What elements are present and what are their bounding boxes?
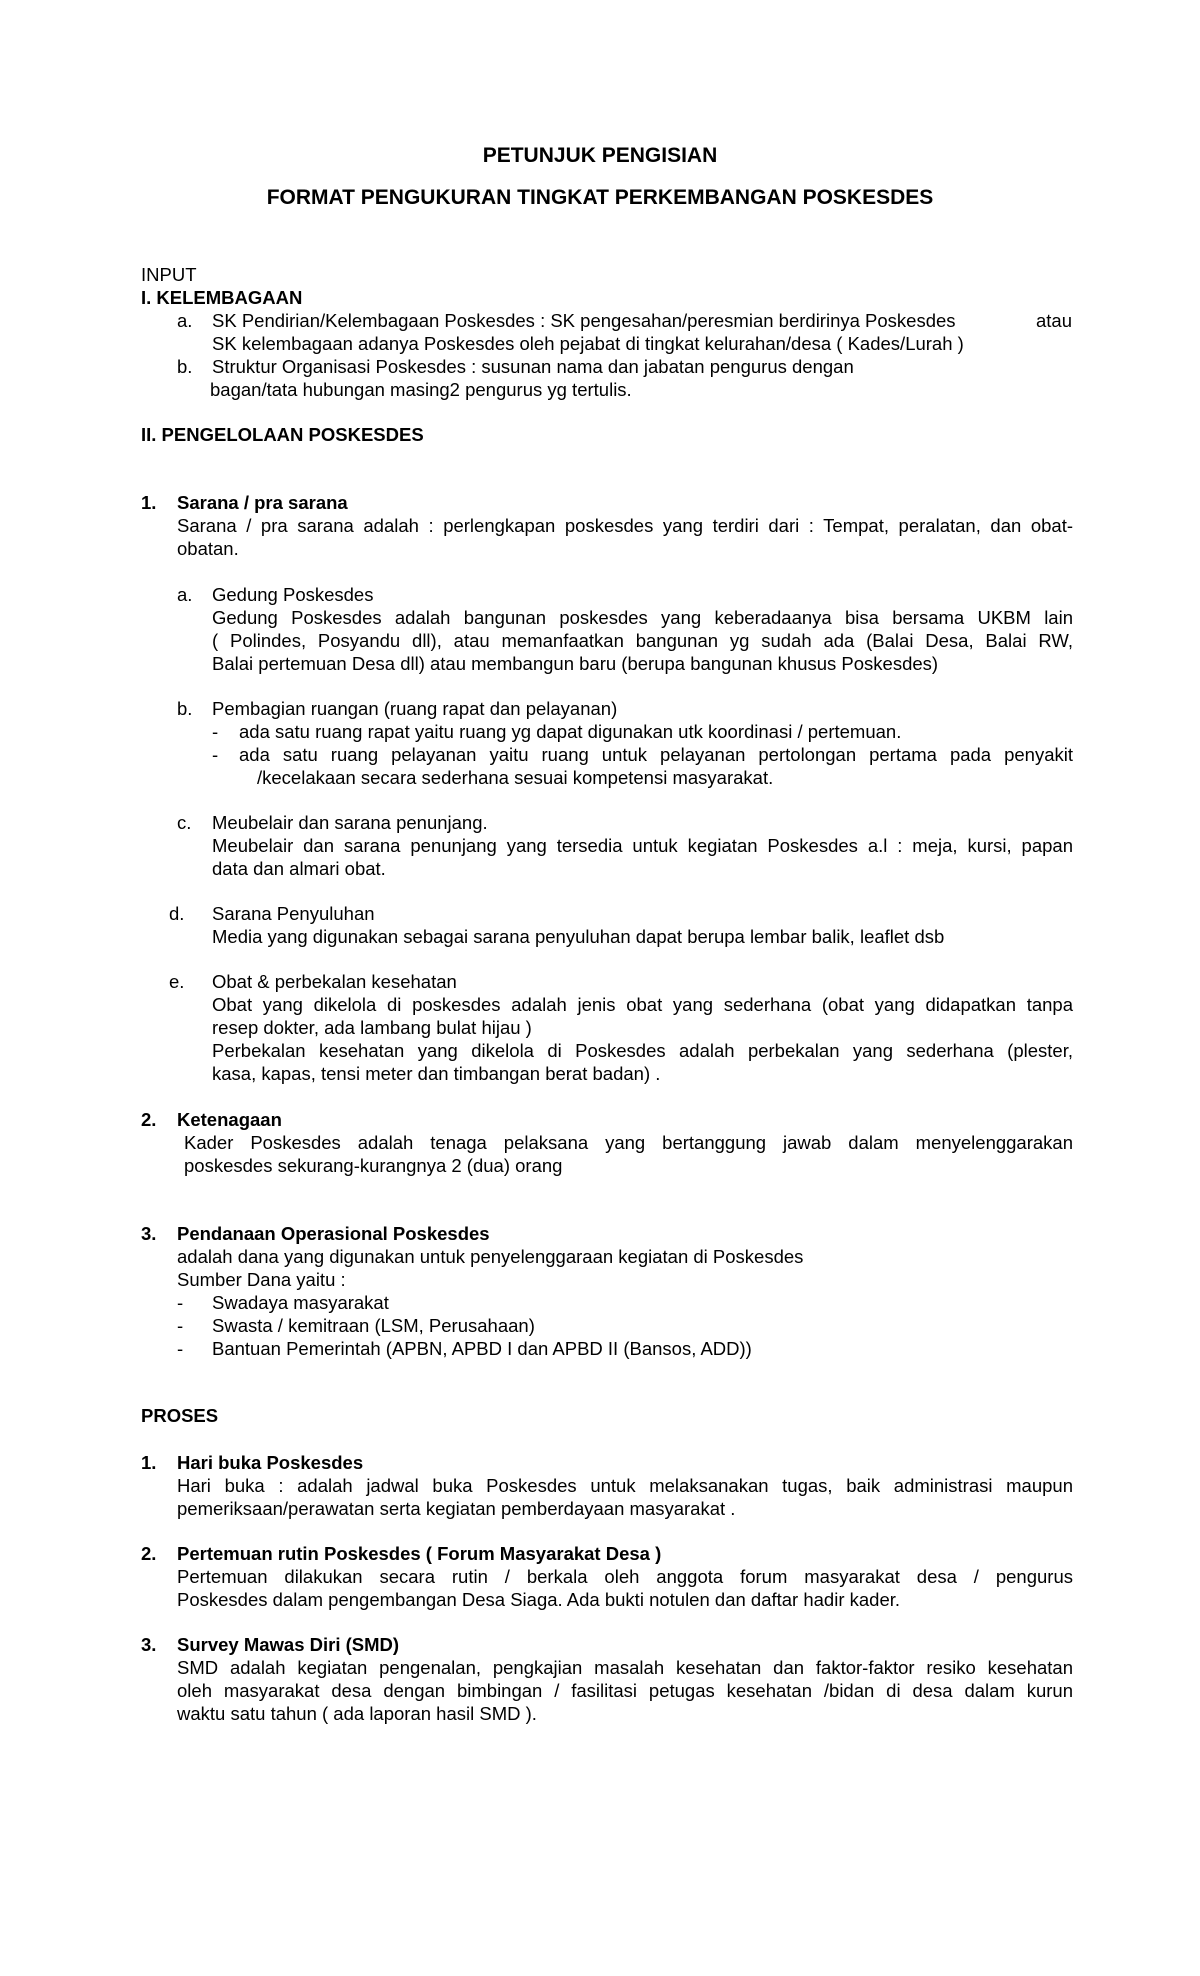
section-1-number: 1.	[141, 492, 157, 513]
funding-dash-1: -	[177, 1292, 184, 1313]
section-2-number: 2.	[141, 1109, 157, 1130]
item-a-line1: Gedung Poskesdes adalah bangunan poskesdes yang keberadaanya bisa bersama UKBM lain	[212, 607, 1073, 628]
item-e-line4: kasa, kapas, tensi meter dan timbangan berat badan) .	[212, 1063, 661, 1084]
section-3-title: Pendanaan Operasional Poskesdes	[177, 1223, 490, 1244]
kelembagaan-heading: I. KELEMBAGAAN	[141, 287, 303, 308]
proses-1-title: Hari buka Poskesdes	[177, 1452, 364, 1473]
section-1-title: Sarana / pra sarana	[177, 492, 348, 513]
item-e-line1: Obat yang dikelola di poskesdes adalah jenis obat yang sederhana (obat yang didapatkan tanpa	[212, 994, 1073, 1015]
item-b-dash-2: -	[212, 744, 219, 765]
item-a-line3: Balai pertemuan Desa dll) atau membangun baru (berupa bangunan khusus Poskesdes)	[212, 653, 939, 674]
funding-dash-2: -	[177, 1315, 184, 1336]
item-c-label: c.	[177, 812, 192, 833]
proses-1-line2: pemeriksaan/perawatan serta kegiatan pemberdayaan masyarakat .	[177, 1498, 736, 1519]
input-heading: INPUT	[141, 264, 197, 285]
proses-2-title: Pertemuan rutin Poskesdes ( Forum Masyarakat Desa )	[177, 1543, 662, 1564]
kelembagaan-b-line1: Struktur Organisasi Poskesdes : susunan nama dan jabatan pengurus dengan	[212, 356, 854, 377]
section-2-line2: poskesdes sekurang-kurangnya 2 (dua) orang	[184, 1155, 563, 1176]
item-d-line1: Media yang digunakan sebagai sarana penyuluhan dapat berupa lembar balik, leaflet dsb	[212, 926, 945, 947]
proses-2-line1: Pertemuan dilakukan secara rutin / berkala oleh anggota forum masyarakat desa / pengurus	[177, 1566, 1073, 1587]
kelembagaan-b-line2: bagan/tata hubungan masing2 pengurus yg tertulis.	[210, 379, 632, 400]
item-d-title: Sarana Penyuluhan	[212, 903, 375, 924]
item-e-line2: resep dokter, ada lambang bulat hijau )	[212, 1017, 532, 1038]
section-2-title: Ketenagaan	[177, 1109, 282, 1130]
proses-3-line1: SMD adalah kegiatan pengenalan, pengkajian masalah kesehatan dan faktor-faktor resiko kesehatan	[177, 1657, 1073, 1678]
pengelolaan-heading: II. PENGELOLAAN POSKESDES	[141, 424, 424, 445]
funding-item-2: Swasta / kemitraan (LSM, Perusahaan)	[212, 1315, 535, 1336]
item-e-label: e.	[169, 971, 185, 992]
section-2-line1: Kader Poskesdes adalah tenaga pelaksana yang bertanggung jawab dalam menyelenggarakan	[184, 1132, 1073, 1153]
proses-3-line2: oleh masyarakat desa dengan bimbingan / fasilitasi petugas kesehatan /bidan di desa dalam kurun	[177, 1680, 1073, 1701]
item-b-title: Pembagian ruangan (ruang rapat dan pelayanan)	[212, 698, 618, 719]
item-c-line2: data dan almari obat.	[212, 858, 386, 879]
proses-3-line3: waktu satu tahun ( ada laporan hasil SMD ).	[177, 1703, 537, 1724]
kelembagaan-b-label: b.	[177, 356, 193, 377]
proses-3-title: Survey Mawas Diri (SMD)	[177, 1634, 400, 1655]
proses-1-number: 1.	[141, 1452, 157, 1473]
item-d-label: d.	[169, 903, 185, 924]
funding-dash-3: -	[177, 1338, 184, 1359]
proses-3-number: 3.	[141, 1634, 157, 1655]
proses-2-number: 2.	[141, 1543, 157, 1564]
item-e-title: Obat & perbekalan kesehatan	[212, 971, 457, 992]
item-b-label: b.	[177, 698, 193, 719]
kelembagaan-a-line2: SK kelembagaan adanya Poskesdes oleh pejabat di tingkat kelurahan/desa ( Kades/Lurah )	[212, 333, 964, 354]
kelembagaan-a-line1: SK Pendirian/Kelembagaan Poskesdes : SK pengesahan/peresmian berdirinya Poskesdes	[212, 310, 956, 331]
funding-item-1: Swadaya masyarakat	[212, 1292, 389, 1313]
section-3-line2: Sumber Dana yaitu :	[177, 1269, 346, 1290]
section-3-number: 3.	[141, 1223, 157, 1244]
item-a-label: a.	[177, 584, 193, 605]
proses-1-line1: Hari buka : adalah jadwal buka Poskesdes untuk melaksanakan tugas, baik administrasi maupun	[177, 1475, 1073, 1496]
proses-2-line2: Poskesdes dalam pengembangan Desa Siaga. Ada bukti notulen dan daftar hadir kader.	[177, 1589, 901, 1610]
item-a-line2: ( Polindes, Posyandu dll), atau memanfaatkan bangunan yg sudah ada (Balai Desa, Balai RW,	[212, 630, 1073, 651]
section-1-line1: Sarana / pra sarana adalah : perlengkapan poskesdes yang terdiri dari : Tempat, peralatan, dan obat-	[177, 515, 1073, 536]
item-b-bullet-2-line2: /kecelakaan secara sederhana sesuai kompetensi masyarakat.	[257, 767, 774, 788]
proses-heading: PROSES	[141, 1405, 219, 1426]
document-subtitle: FORMAT PENGUKURAN TINGKAT PERKEMBANGAN POSKESDES	[266, 186, 934, 209]
item-a-title: Gedung Poskesdes	[212, 584, 374, 605]
item-b-bullet-2-line1: ada satu ruang pelayanan yaitu ruang untuk pelayanan pertolongan pertama pada penyakit	[239, 744, 1073, 765]
document-title: PETUNJUK PENGISIAN	[482, 144, 718, 167]
kelembagaan-a-label: a.	[177, 310, 193, 331]
item-b-dash-1: -	[212, 721, 219, 742]
item-c-title: Meubelair dan sarana penunjang.	[212, 812, 488, 833]
section-3-line1: adalah dana yang digunakan untuk penyelenggaraan kegiatan di Poskesdes	[177, 1246, 804, 1267]
section-1-line2: obatan.	[177, 538, 239, 559]
funding-item-3: Bantuan Pemerintah (APBN, APBD I dan APBD II (Bansos, ADD))	[212, 1338, 752, 1359]
item-e-line3: Perbekalan kesehatan yang dikelola di Poskesdes adalah perbekalan yang sederhana (plester,	[212, 1040, 1073, 1061]
item-b-bullet-1: ada satu ruang rapat yaitu ruang yg dapat digunakan utk koordinasi / pertemuan.	[239, 721, 902, 742]
item-c-line1: Meubelair dan sarana penunjang yang tersedia untuk kegiatan Poskesdes a.l : meja, kursi, papan	[212, 835, 1073, 856]
kelembagaan-a-atau: atau	[1036, 310, 1073, 331]
